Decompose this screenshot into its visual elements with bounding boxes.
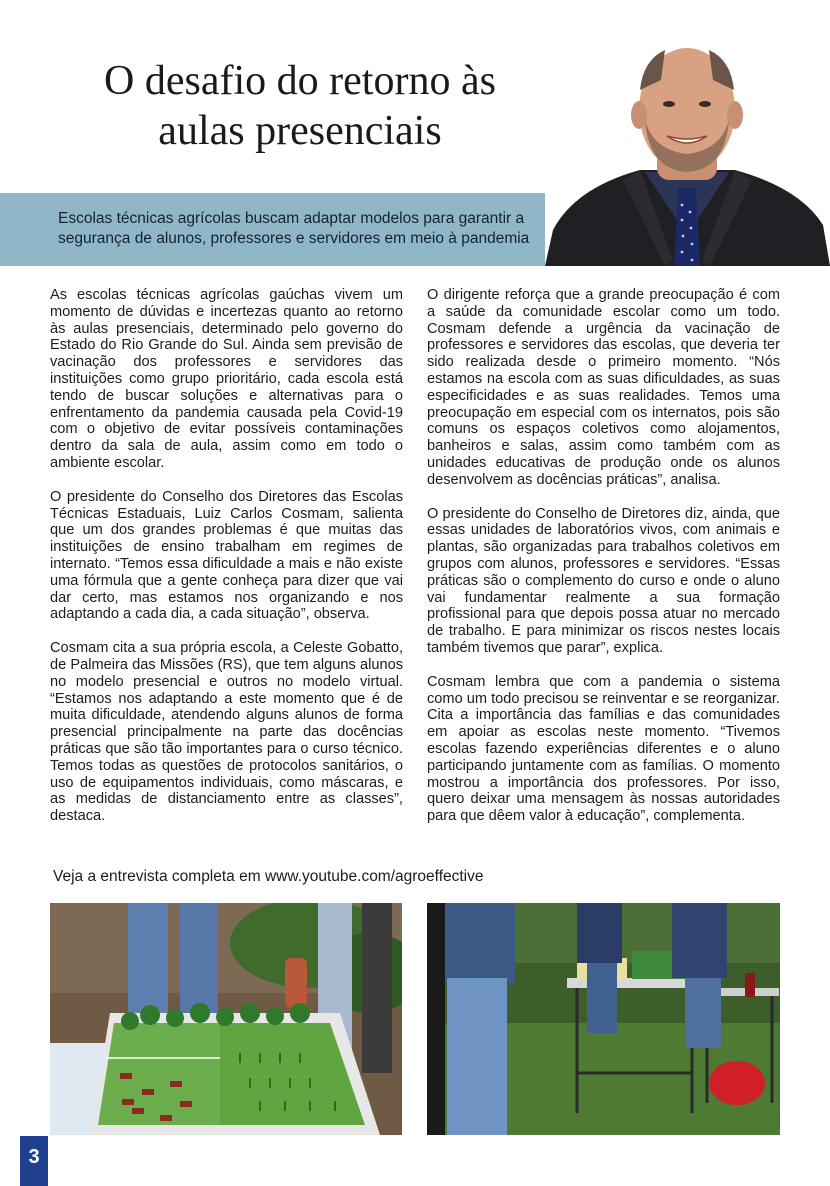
video-link-text: Veja a entrevista completa em www.youtube.com/agroeffective [53, 868, 484, 885]
paragraph: O presidente do Conselho de Diretores diz, ainda, que essas unidades de laboratórios vivos, com animais e plantas, são organizadas para trabalhos coletivos em grupos com alunos, professores e servidores. “Essas práticas são o complemento do curso e onde o aluno vai fundamentar realmente a sua formação profissional para que depois possa atuar no mercado de trabalho. E para minimizar os riscos nestes locais também tivemos que parar”, explica. [427, 505, 780, 656]
paragraph: Cosmam cita a sua própria escola, a Celeste Gobatto, de Palmeira das Missões (RS), que tem alguns alunos no modelo presencial e outros no modelo virtual. “Estamos nos adaptando a este momento que é de muita dificuldade, atendendo alguns alunos de forma presencial principalmente na parte das docências práticas que são tão importantes para o curso técnico. Temos todas as questões de protocolos sanitários, o uso de equipamentos individuais, como máscaras, e as medidas de distanciamento entre as classes”, destaca. [50, 640, 403, 825]
title-line-2: aulas presenciais [158, 108, 442, 154]
title-line-1: O desafio do retorno às [104, 58, 496, 104]
page-number-badge [20, 1136, 48, 1186]
subtitle-line-1: Escolas técnicas agrícolas buscam adaptar modelos para garantir a [58, 210, 525, 227]
paragraph: Cosmam lembra que com a pandemia o sistema como um todo precisou se reinventar e se reorganizar. Cita a importância das famílias e das comunidades em apoiar as escolas neste momento. “Tivemos escolas fazendo experiências diferentes e o aluno participando juntamente com as famílias. O momento mostrou a importância dos professores. Por isso, quero deixar uma mensagem às nossas autoridades para que dêem valor à educação”, complementa. [427, 673, 780, 825]
paragraph: As escolas técnicas agrícolas gaúchas vivem um momento de dúvidas e incertezas quanto ao retorno às aulas presenciais, determinado pelo governo do Estado do Rio Grande do Sul. Ainda sem previsão de vacinação dos professores e servidores das instituições como grupo prioritário, cada escola está tendo de buscar soluções e alternativas para o enfrentamento da pandemia causada pela Covid-19 com o objetivo de evitar possíveis contaminações dentro da sala de aula, assim como em todo o ambiente escolar. [50, 287, 403, 471]
page-number: 3 [28, 1146, 40, 1168]
article-subtitle [58, 209, 538, 249]
right-column [427, 287, 780, 842]
subtitle-line-2: segurança de alunos, professores e servidores em meio à pandemia [58, 230, 530, 247]
paragraph: O dirigente reforça que a grande preocupação é com a saúde da comunidade escolar como um todo. Cosmam defende a urgência da vacinação de professores e servidores das escolas, que deveria ter sido realizada desde o primeiro momento. “Nós estamos na escola com as suas dificuldades, as suas especificidades e as suas realidades. Temos uma preocupação em especial com os internatos, pois são comuns os espaços coletivos como alojamentos, banheiros e salas, assim como também com as unidades educativas de produção onde os alunos desenvolvem as docências práticas”, analisa. [427, 287, 780, 488]
farm-model-photo [50, 903, 402, 1135]
school-outdoor-photo [427, 903, 780, 1135]
article-title [60, 56, 540, 156]
left-column [50, 287, 403, 842]
paragraph: O presidente do Conselho dos Diretores das Escolas Técnicas Estaduais, Luiz Carlos Cosmam, salienta que um dos grandes problemas é que muitas das instituições de ensino trabalham em regimes de internato. “Temos essa dificuldade a mais e não existe uma fórmula que a gente conheça para dizer que vai dar certo, mas estamos nos organizando e nos adaptando a cada dia, a cada situação”, observa. [50, 488, 403, 623]
portrait-photo [545, 20, 830, 266]
